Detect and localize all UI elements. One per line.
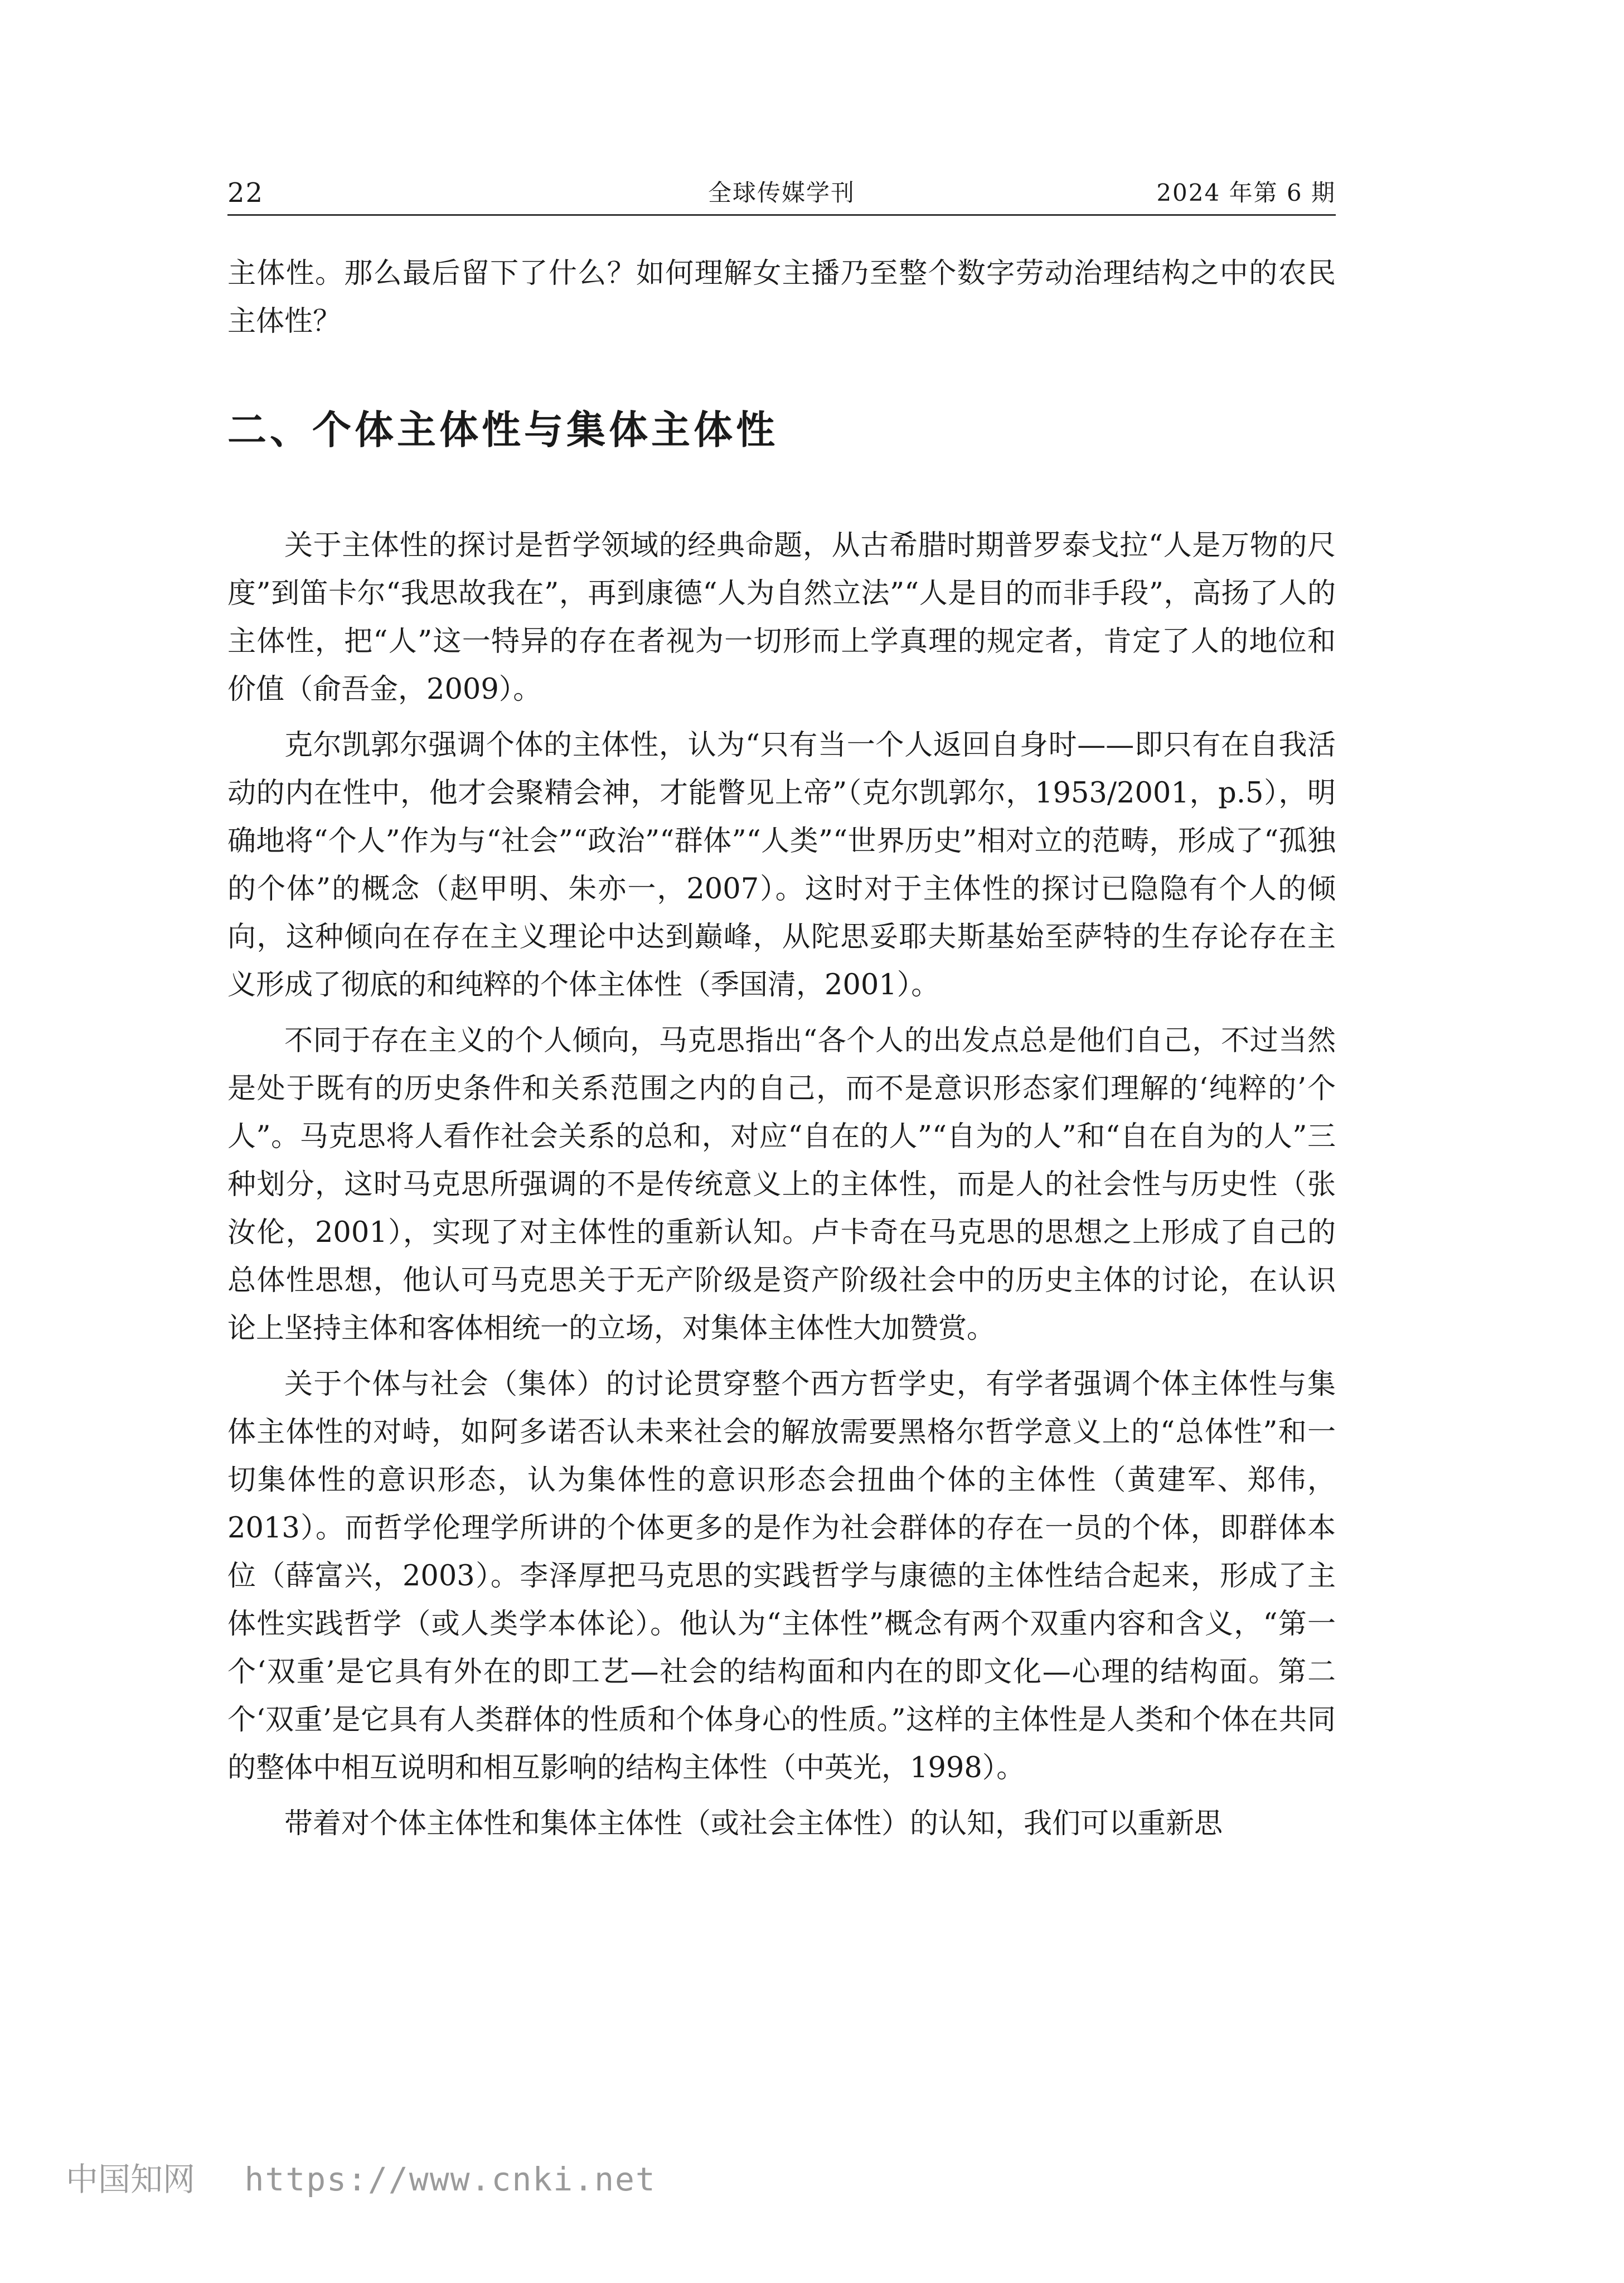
paragraph-1: 关于主体性的探讨是哲学领域的经典命题，从古希腊时期普罗泰戈拉“人是万物的尺度”到笛卡尔“我思故我在”，再到康德“人为自然立法”“人是目的而非手段”，高扬了人的主体性，把“人”这一特异的存在者视为一切形而上学真理的规定者，肯定了人的地位和价值（俞吾金，2009）。 — [227, 529, 1336, 706]
cnki-watermark — [66, 2157, 656, 2202]
intro-paragraph: 主体性。那么最后留下了什么？如何理解女主播乃至整个数字劳动治理结构之中的农民主体性？ — [227, 257, 1336, 338]
page-number: 22 — [227, 177, 264, 209]
running-header — [227, 177, 1336, 216]
section-heading: 二、个体主体性与集体主体性 — [227, 407, 778, 453]
article-body — [227, 250, 1336, 1856]
journal-name: 全球传媒学刊 — [707, 179, 855, 206]
paragraph-3: 不同于存在主义的个人倾向，马克思指出“各个人的出发点总是他们自己，不过当然是处于既有的历史条件和关系范围之内的自己，而不是意识形态家们理解的‘纯粹的’个人”。马克思将人看作社会关系的总和，对应“自在的人”“自为的人”和“自在自为的人”三种划分，这时马克思所强调的不是传统意义上的主体性，而是人的社会性与历史性（张汝伦，2001），实现了对主体性的重新认知。卢卡奇在马克思的思想之上形成了自己的总体性思想，他认可马克思关于无产阶级是资产阶级社会中的历史主体的讨论，在认识论上坚持主体和客体相统一的立场，对集体主体性大加赞赏。 — [227, 1024, 1336, 1345]
paragraph-2: 克尔凯郭尔强调个体的主体性，认为“只有当一个人返回自身时——即只有在自我活动的内在性中，他才会聚精会神，才能瞥见上帝”（克尔凯郭尔，1953/2001，p.5），明确地将“个人”作为与“社会”“政治”“群体”“人类”“世界历史”相对立的范畴，形成了“孤独的个体”的概念（赵甲明、朱亦一，2007）。这时对于主体性的探讨已隐隐有个人的倾向，这种倾向在存在主义理论中达到巅峰，从陀思妥耶夫斯基始至萨特的生存论存在主义形成了彻底的和纯粹的个体主体性（季国清，2001）。 — [227, 729, 1336, 1002]
issue-label: 2024 年第 6 期 — [1156, 179, 1336, 206]
watermark-url: https://www.cnki.net — [244, 2160, 656, 2198]
watermark-brand: 中国知网 — [66, 2160, 196, 2198]
paragraph-5: 带着对个体主体性和集体主体性（或社会主体性）的认知，我们可以重新思 — [284, 1807, 1223, 1840]
paragraph-4: 关于个体与社会（集体）的讨论贯穿整个西方哲学史，有学者强调个体主体性与集体主体性的对峙，如阿多诺否认未来社会的解放需要黑格尔哲学意义上的“总体性”和一切集体性的意识形态，认为集体性的意识形态会扭曲个体的主体性（黄建军、郑伟，2013）。而哲学伦理学所讲的个体更多的是作为社会群体的存在一员的个体，即群体本位（薛富兴，2003）。李泽厚把马克思的实践哲学与康德的主体性结合起来，形成了主体性实践哲学（或人类学本体论）。他认为“主体性”概念有两个双重内容和含义，“第一个‘双重’是它具有外在的即工艺—社会的结构面和内在的即文化—心理的结构面。第二个‘双重’是它具有人类群体的性质和个体身心的性质。”这样的主体性是人类和个体在共同的整体中相互说明和相互影响的结构主体性（中英光，1998）。 — [227, 1368, 1336, 1784]
